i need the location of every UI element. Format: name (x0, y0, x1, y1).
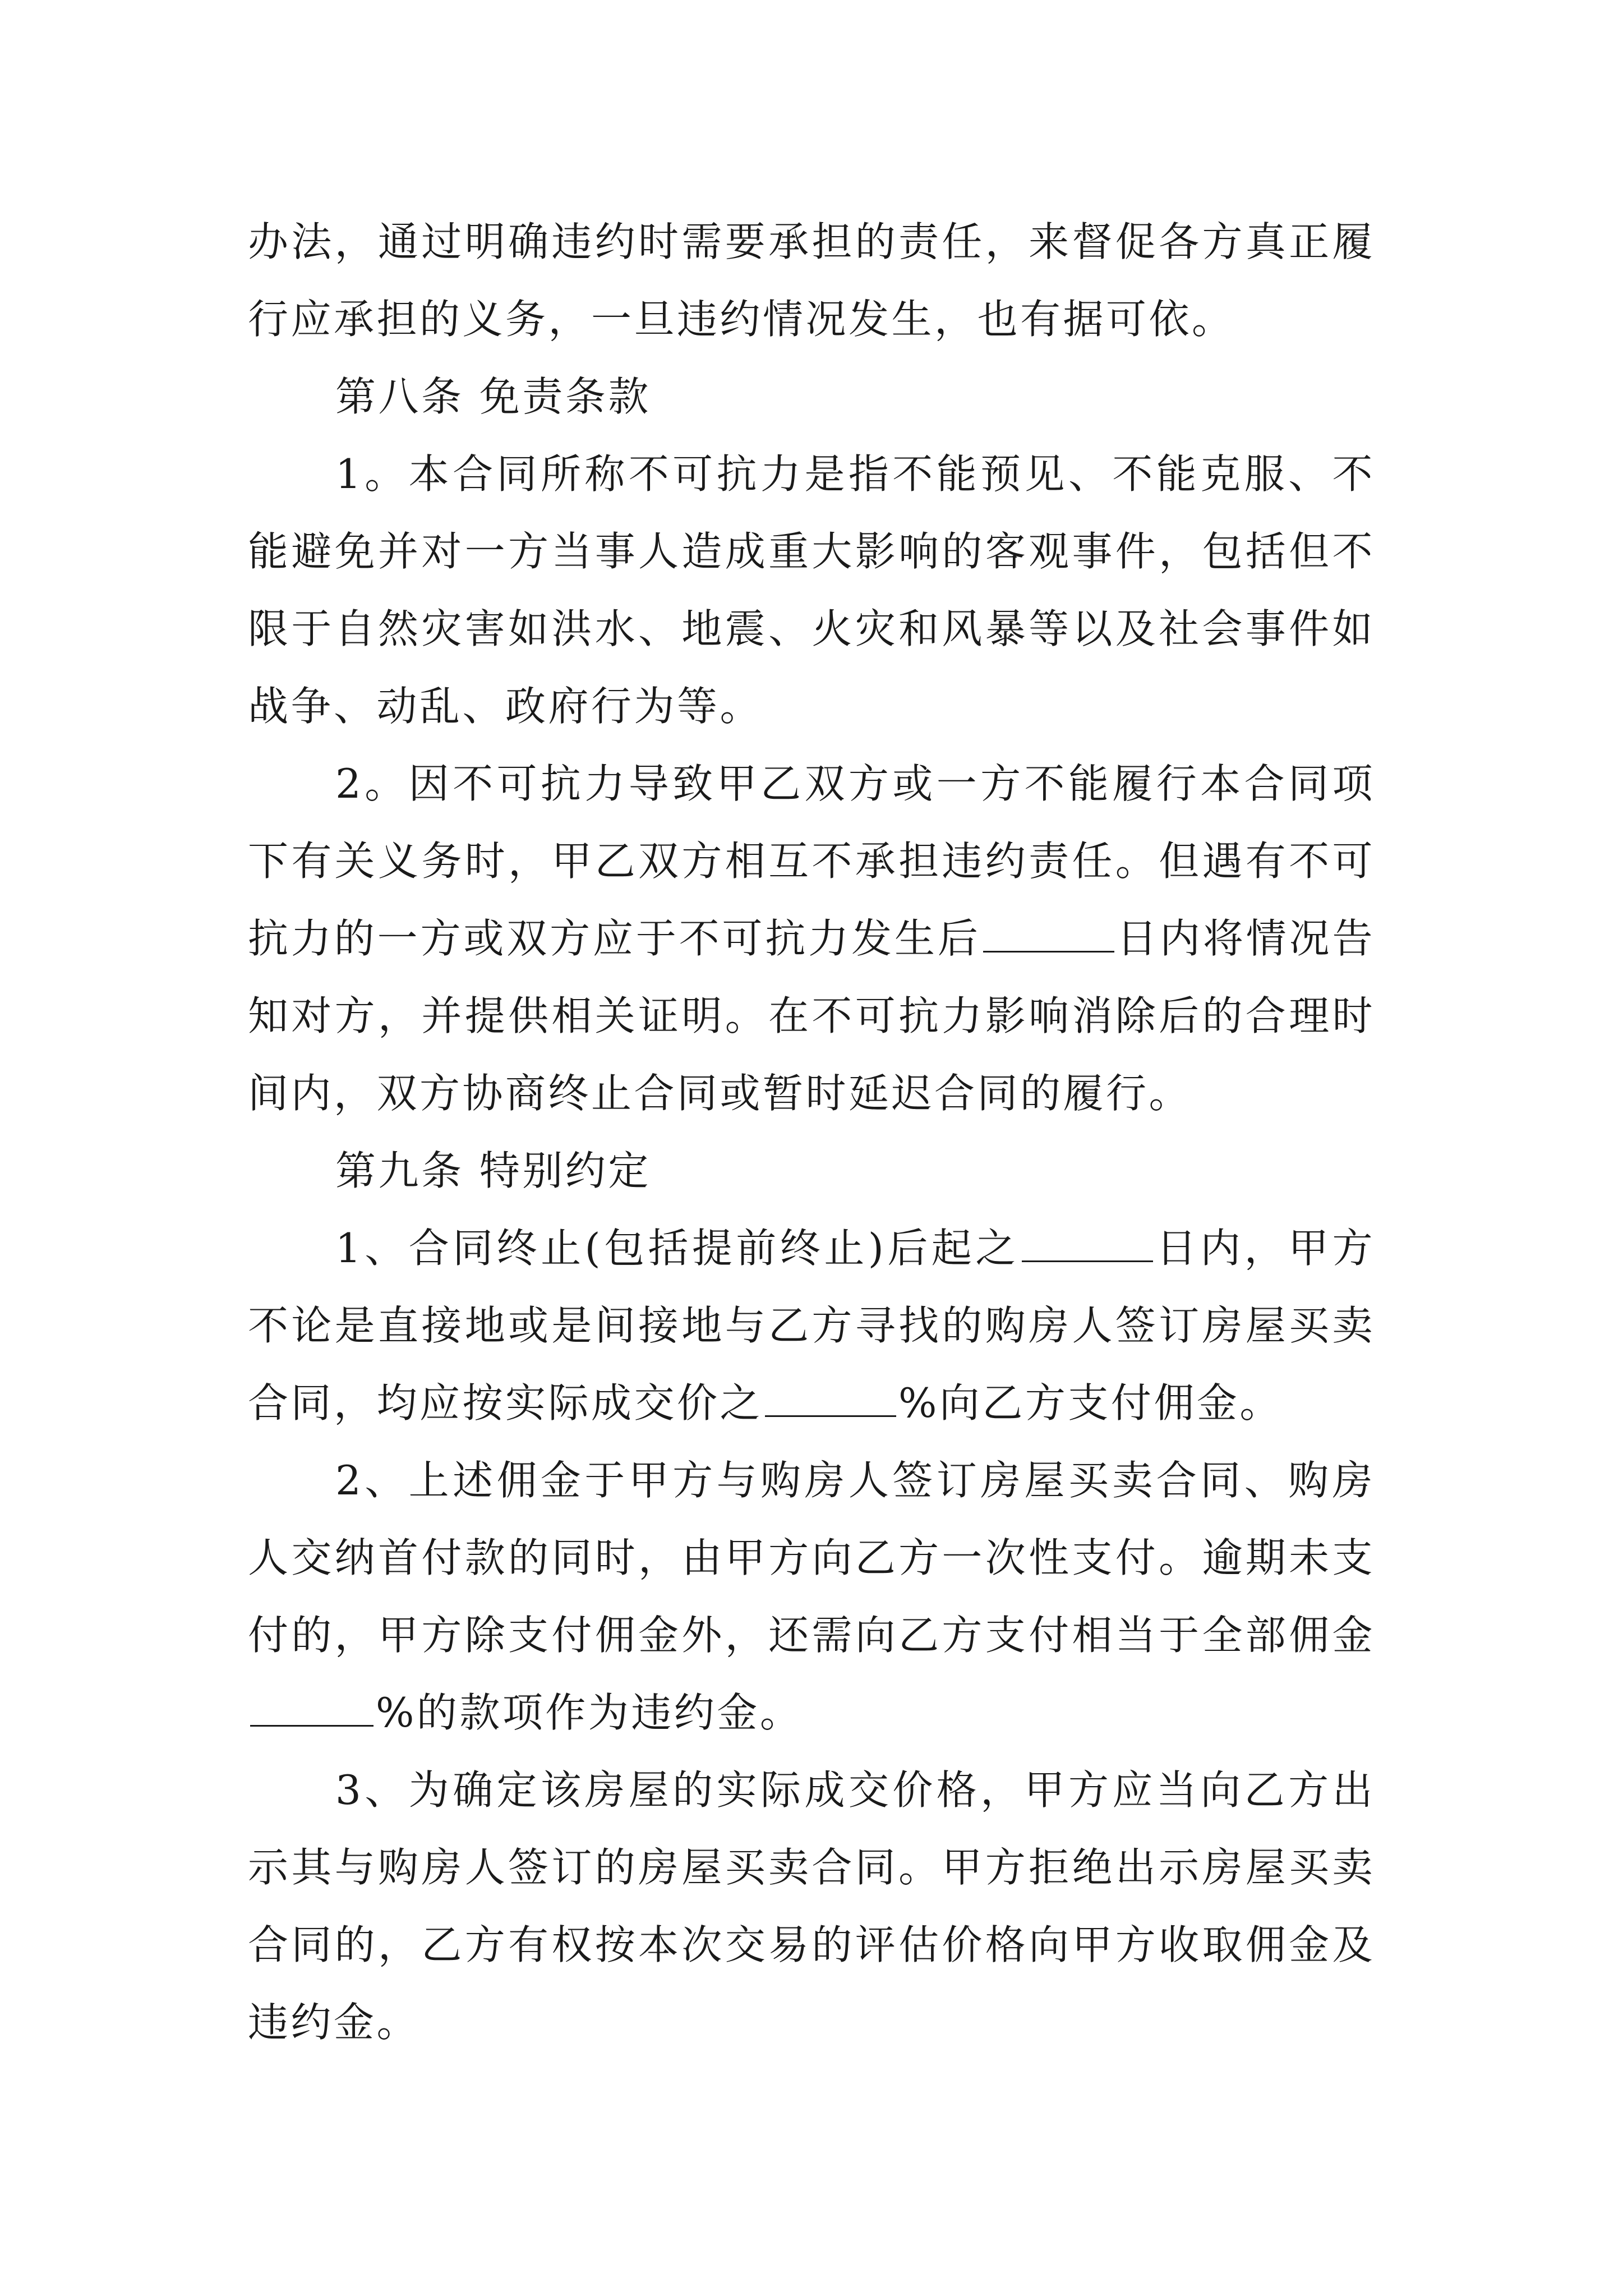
document-body (248, 203, 1375, 2061)
article-9-clause-2-text-b: %的款项作为违约金。 (376, 1689, 803, 1736)
intro-paragraph: 办法，通过明确违约时需要承担的责任，来督促各方真正履行应承担的义务，一旦违约情况发生，也有据可依。 (248, 218, 1375, 343)
fill-in-blank-days (1022, 1260, 1153, 1262)
fill-in-blank-percent (250, 1724, 374, 1727)
article-9-clause-1-text-a: 1、合同终止(包括提前终止)后起之 (335, 1225, 1020, 1272)
fill-in-blank-days (983, 950, 1114, 953)
fill-in-blank-percent (765, 1415, 896, 1417)
article-9-clause-1-text-b: 日内，甲方不论是直接地或是间接地与乙方寻找的购房人签订房屋买卖合同，均应按实际成交价之 (248, 1225, 1375, 1427)
article-8-heading: 第八条 免责条款 (335, 373, 651, 420)
article-9-clause-2-text-a: 2、上述佣金于甲方与购房人签订房屋买卖合同、购房人交纳首付款的同时，由甲方向乙方一次性支付。逾期未支付的，甲方除支付佣金外，还需向乙方支付相当于全部佣金 (248, 1457, 1375, 1659)
article-9-clause-3: 3、为确定该房屋的实际成交价格，甲方应当向乙方出示其与购房人签订的房屋买卖合同。甲方拒绝出示房屋买卖合同的，乙方有权按本次交易的评估价格向甲方收取佣金及违约金。 (248, 1766, 1375, 2046)
article-9-clause-1 (248, 1209, 1375, 1442)
article-8-clause-1: 1。本合同所称不可抗力是指不能预见、不能克服、不能避免并对一方当事人造成重大影响的客观事件，包括但不限于自然灾害如洪水、地震、火灾和风暴等以及社会事件如战争、动乱、政府行为等。 (248, 450, 1375, 730)
article-8-clause-2-text-a: 2。因不可抗力导致甲乙双方或一方不能履行本合同项下有关义务时，甲乙双方相互不承担违约责任。但遇有不可抗力的一方或双方应于不可抗力发生后 (248, 760, 1375, 962)
article-8-clause-2-text-b: 日内将情况告知对方，并提供相关证明。在不可抗力影响消除后的合理时间内，双方协商终止合同或暂时延迟合同的履行。 (248, 915, 1375, 1117)
article-8-clause-2 (248, 745, 1375, 1132)
article-9-clause-1-text-c: %向乙方支付佣金。 (898, 1379, 1283, 1427)
article-9-heading: 第九条 特别约定 (335, 1147, 651, 1194)
article-9-clause-2 (248, 1442, 1375, 1751)
